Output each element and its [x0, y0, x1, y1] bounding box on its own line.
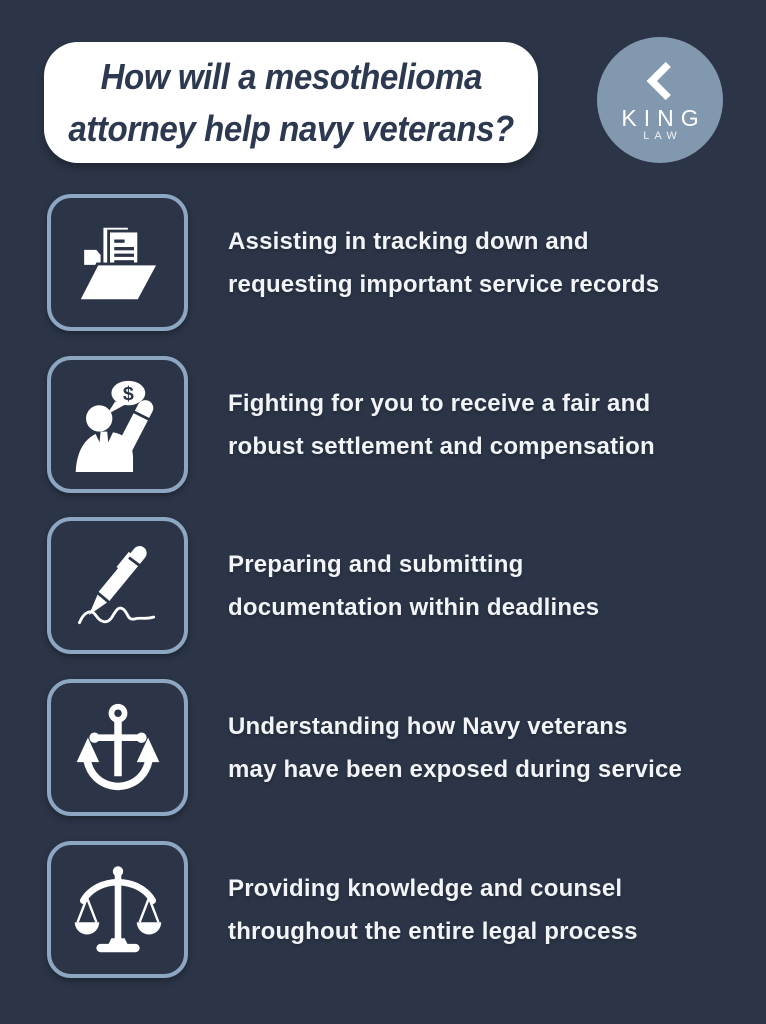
- item-line: requesting important service records: [228, 270, 660, 298]
- item-text: [228, 841, 638, 978]
- item-text: [228, 356, 655, 493]
- list-item: [0, 517, 766, 654]
- page-title-line-1: How will a mesothelioma: [100, 55, 482, 97]
- item-text: [228, 194, 659, 331]
- item-line: Providing knowledge and counsel: [228, 874, 623, 902]
- king-law-logo: [597, 37, 723, 163]
- king-chevron-icon: [637, 58, 683, 104]
- item-text: [228, 517, 599, 654]
- logo-name: KING: [621, 104, 706, 131]
- folder-documents-icon: [71, 216, 165, 310]
- item-line: Preparing and submitting: [228, 550, 524, 578]
- icon-box: [47, 356, 188, 493]
- dollar-sign-glyph: $: [122, 382, 134, 405]
- item-line: Assisting in tracking down and: [228, 227, 589, 255]
- icon-box: [47, 194, 188, 331]
- item-line: throughout the entire legal process: [228, 917, 638, 945]
- item-text: [228, 679, 682, 816]
- logo-subtitle: LAW: [643, 129, 682, 142]
- icon-box: [47, 679, 188, 816]
- title-card: [44, 42, 538, 163]
- item-line: documentation within deadlines: [228, 593, 600, 621]
- page-title-line-2: attorney help navy veterans?: [68, 107, 514, 149]
- list-item: [0, 356, 766, 493]
- item-line: Fighting for you to receive a fair and: [228, 389, 651, 417]
- anchor-icon: [71, 701, 165, 795]
- list-item: [0, 679, 766, 816]
- item-line: robust settlement and compensation: [228, 432, 655, 460]
- list-item: [0, 194, 766, 331]
- item-line: Understanding how Navy veterans: [228, 712, 628, 740]
- icon-box: [47, 517, 188, 654]
- list-item: [0, 841, 766, 978]
- item-line: may have been exposed during service: [228, 755, 683, 783]
- scales-of-justice-icon: [71, 863, 165, 957]
- icon-box: [47, 841, 188, 978]
- person-dollar-speech-icon: [71, 378, 165, 472]
- pen-signature-icon: [71, 539, 165, 633]
